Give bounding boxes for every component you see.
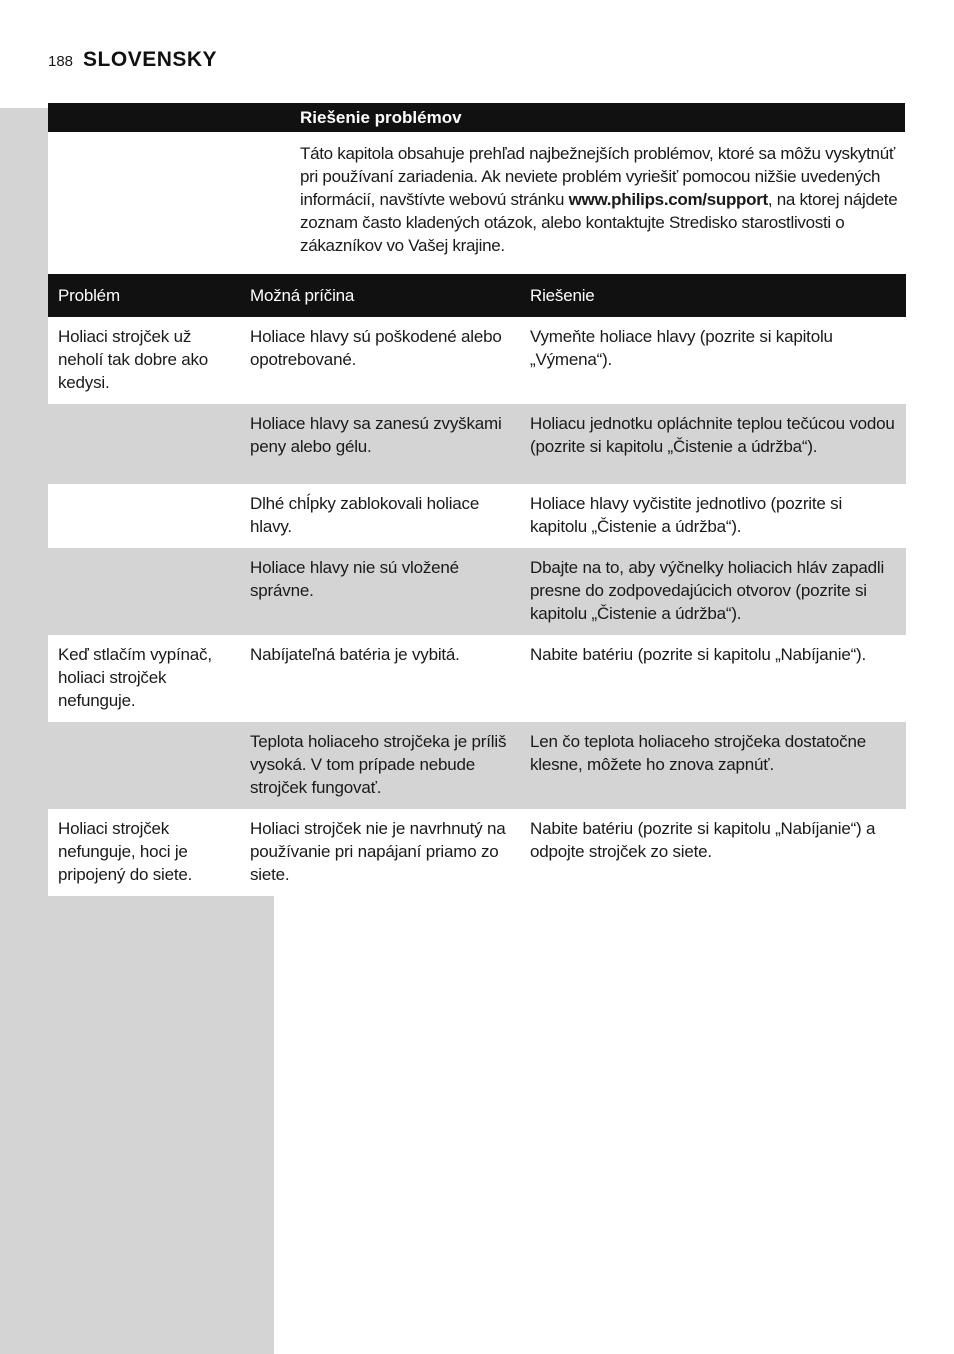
page-number: 188 bbox=[48, 53, 74, 70]
problem-cell bbox=[48, 404, 240, 484]
problem-cell bbox=[48, 548, 240, 635]
intro-text-before: Táto kapitola obsahuje prehľad najbežnejších problémov, ktoré sa môžu vyskytnúť pri používaní zariadenia. Ak neviete problém vyriešiť pomocou nižšie uvedených informácií, navštívte webovú stránku bbox=[300, 144, 895, 209]
section-title: Riešenie problémov bbox=[300, 108, 462, 127]
column-header-problem: Problém bbox=[48, 274, 240, 317]
troubleshooting-table bbox=[48, 274, 906, 896]
cause-cell: Holiace hlavy nie sú vložené správne. bbox=[240, 548, 520, 635]
problem-cell: Holiaci strojček nefunguje, hoci je pripojený do siete. bbox=[48, 809, 240, 896]
cause-cell: Nabíjateľná batéria je vybitá. bbox=[240, 635, 520, 722]
problem-cell: Holiaci strojček už neholí tak dobre ako kedysi. bbox=[48, 317, 240, 404]
problem-cell bbox=[48, 484, 240, 548]
column-header-cause: Možná príčina bbox=[240, 274, 520, 317]
solution-cell: Holiace hlavy vyčistite jednotlivo (pozrite si kapitolu „Čistenie a údržba“). bbox=[520, 484, 906, 548]
intro-paragraph bbox=[300, 142, 900, 257]
solution-cell: Nabite batériu (pozrite si kapitolu „Nabíjanie“). bbox=[520, 635, 906, 722]
column-header-solution: Riešenie bbox=[520, 274, 906, 317]
table-row bbox=[48, 548, 906, 635]
cause-cell: Holiace hlavy sa zanesú zvyškami peny alebo gélu. bbox=[240, 404, 520, 484]
table-row bbox=[48, 809, 906, 896]
cause-cell: Holiaci strojček nie je navrhnutý na používanie pri napájaní priamo zo siete. bbox=[240, 809, 520, 896]
table-row bbox=[48, 404, 906, 484]
cause-cell: Dlhé chĺpky zablokovali holiace hlavy. bbox=[240, 484, 520, 548]
cause-cell: Holiace hlavy sú poškodené alebo opotrebované. bbox=[240, 317, 520, 404]
table-row bbox=[48, 635, 906, 722]
cause-cell: Teplota holiaceho strojčeka je príliš vysoká. V tom prípade nebude strojček fungovať. bbox=[240, 722, 520, 809]
solution-cell: Holiacu jednotku opláchnite teplou tečúcou vodou (pozrite si kapitolu „Čistenie a údržba“). bbox=[520, 404, 906, 484]
table-row bbox=[48, 722, 906, 809]
solution-cell: Dbajte na to, aby výčnelky holiacich hláv zapadli presne do zodpovedajúcich otvorov (pozrite si kapitolu „Čistenie a údržba“). bbox=[520, 548, 906, 635]
solution-cell: Len čo teplota holiaceho strojčeka dostatočne klesne, môžete ho znova zapnúť. bbox=[520, 722, 906, 809]
solution-cell: Vymeňte holiace hlavy (pozrite si kapitolu „Výmena“). bbox=[520, 317, 906, 404]
solution-cell: Nabite batériu (pozrite si kapitolu „Nabíjanie“) a odpojte strojček zo siete. bbox=[520, 809, 906, 896]
table-header-row bbox=[48, 274, 906, 317]
language-heading: SLOVENSKY bbox=[83, 48, 218, 71]
table-row bbox=[48, 317, 906, 404]
page-header bbox=[48, 48, 217, 76]
section-title-bar bbox=[48, 103, 905, 132]
intro-gutter bbox=[48, 132, 274, 274]
problem-cell bbox=[48, 722, 240, 809]
support-link[interactable]: www.philips.com/support bbox=[568, 190, 768, 209]
table-row bbox=[48, 484, 906, 548]
problem-cell: Keď stlačím vypínač, holiaci strojček nefunguje. bbox=[48, 635, 240, 722]
intro-text-after: , na ktorej nájdete zoznam často kladených otázok, alebo kontaktujte Stredisko starostlivosti o zákazníkov vo Vašej krajine. bbox=[300, 190, 898, 255]
